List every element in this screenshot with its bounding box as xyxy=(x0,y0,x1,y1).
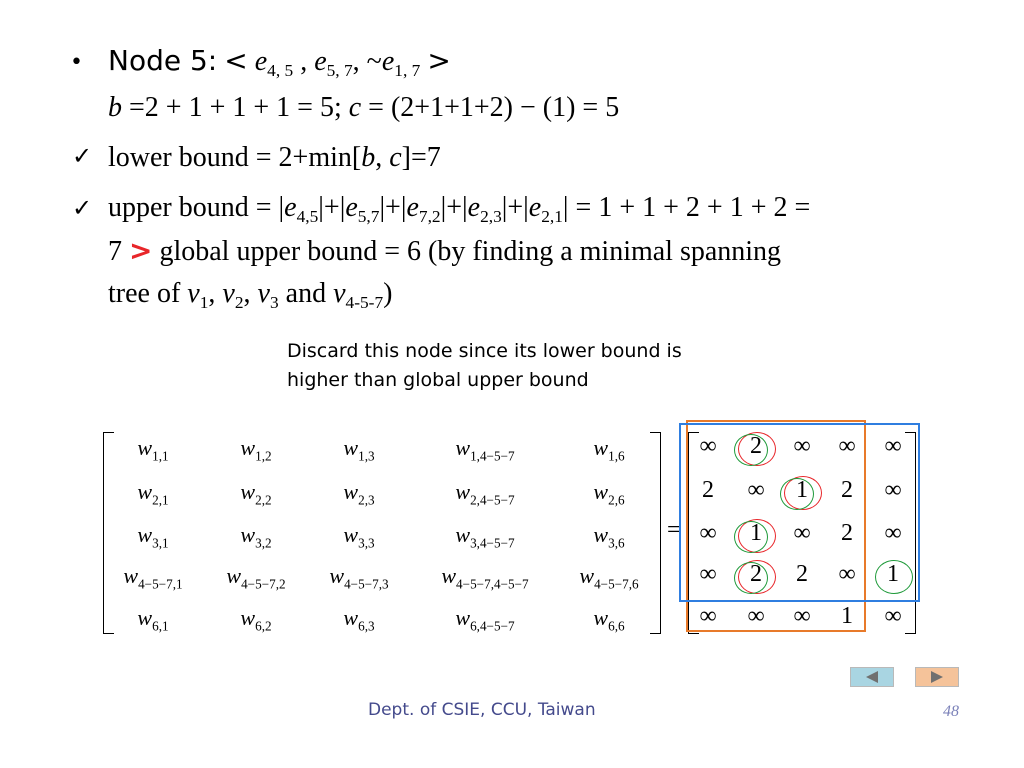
value-entry: ∞ xyxy=(699,433,717,459)
page-number: 48 xyxy=(943,703,959,720)
check-icon: ✓ xyxy=(72,144,93,170)
matrix-entry: $w_{2,1}$ xyxy=(137,479,169,508)
matrix-entry: $w_{1,1}$ xyxy=(137,435,169,464)
matrix-entry: $w_{6,3}$ xyxy=(343,605,375,634)
value-entry: ∞ xyxy=(699,561,717,587)
matrix-entry: $w_{1,3}$ xyxy=(343,435,375,464)
upper-bound-line-3: tree of $v_1$, $v_2$, $v_3$ and $v_{4-5-7}$) xyxy=(108,278,393,313)
previous-slide-button[interactable] xyxy=(850,667,894,687)
lower-bound-line: lower bound = 2+min[b, c]=7 xyxy=(108,142,441,173)
check-icon: ✓ xyxy=(72,196,93,222)
greater-than-sign: > xyxy=(129,234,153,267)
right-triangle-icon xyxy=(916,668,958,686)
matrix-entry: $w_{4-5-7,2}$ xyxy=(226,563,286,592)
value-entry: 1 xyxy=(841,603,853,629)
green-circle-mark xyxy=(734,434,768,466)
bc-equation: b =2 + 1 + 1 + 1 = 5; c = (2+1+1+2) − (1) = 5 xyxy=(108,92,620,123)
matrix-entry: $w_{2,6}$ xyxy=(593,479,625,508)
value-entry: 2 xyxy=(702,477,714,503)
matrix-entry: $w_{6,6}$ xyxy=(593,605,625,634)
matrix-entry: $w_{1,6}$ xyxy=(593,435,625,464)
matrix-entry: $w_{6,4-5-7}$ xyxy=(455,605,515,634)
node-label: Node 5: xyxy=(108,44,218,77)
matrix-entry: $w_{1,4-5-7}$ xyxy=(455,435,515,464)
green-circle-mark xyxy=(734,562,768,594)
matrix-entry: $w_{3,4-5-7}$ xyxy=(455,522,515,551)
matrix-right-bracket xyxy=(650,432,661,634)
red-circle-mark xyxy=(875,560,913,594)
matrix-entry: $w_{2,4-5-7}$ xyxy=(455,479,515,508)
value-entry: 1 xyxy=(796,477,808,503)
node-heading: Node 5: < $e_{4, 5}$ , $e_{5, 7}$, $\sim e_{1, 7}$ > xyxy=(108,44,451,81)
value-entry: ∞ xyxy=(838,561,856,587)
value-entry: ∞ xyxy=(793,520,811,546)
matrix-entry: $w_{2,2}$ xyxy=(240,479,272,508)
bullet-marker: • xyxy=(70,50,83,75)
value-entry: 1 xyxy=(887,561,899,587)
matrix-entry: $w_{3,3}$ xyxy=(343,522,375,551)
value-entry: ∞ xyxy=(884,477,902,503)
value-entry: ∞ xyxy=(699,520,717,546)
matrix-entry: $w_{4-5-7,3}$ xyxy=(329,563,389,592)
matrix-entry: $w_{1,2}$ xyxy=(240,435,272,464)
matrix-equals: = xyxy=(667,517,681,543)
left-triangle-icon xyxy=(851,668,893,686)
value-entry: ∞ xyxy=(838,433,856,459)
value-entry: ∞ xyxy=(747,603,765,629)
value-entry: 2 xyxy=(796,561,808,587)
matrix-entry: $w_{3,6}$ xyxy=(593,522,625,551)
matrix-entry: $w_{2,3}$ xyxy=(343,479,375,508)
upper-bound-line-1: upper bound = $|e_{4,5}|+|e_{5,7}|+|e_{7,2}|+|e_{2,3}|+|e_{2,1}| = 1 + 1 + 2 + 1 + 2$ = xyxy=(108,192,811,227)
value-entry: 1 xyxy=(750,520,762,546)
matrix-entry: $w_{3,2}$ xyxy=(240,522,272,551)
matrix-entry: $w_{6,2}$ xyxy=(240,605,272,634)
matrix-entry: $w_{3,1}$ xyxy=(137,522,169,551)
value-entry: ∞ xyxy=(884,603,902,629)
upper-bound-line-2: 7 > global upper bound = 6 (by finding a minimal spanning xyxy=(108,234,782,267)
note-line-2: higher than global upper bound xyxy=(287,369,589,391)
value-entry: ∞ xyxy=(884,433,902,459)
footer-text: Dept. of CSIE, CCU, Taiwan xyxy=(368,700,596,720)
green-circle-mark xyxy=(734,521,768,553)
next-slide-button[interactable] xyxy=(915,667,959,687)
green-circle-mark xyxy=(780,478,814,510)
matrix-left-bracket xyxy=(103,432,114,634)
value-entry: ∞ xyxy=(699,603,717,629)
discard-note xyxy=(287,337,682,395)
matrix-entry: $w_{4-5-7,4-5-7}$ xyxy=(441,563,529,592)
note-line-1: Discard this node since its lower bound is xyxy=(287,340,682,362)
value-entry: 2 xyxy=(841,520,853,546)
matrix-entry: $w_{4-5-7,6}$ xyxy=(579,563,639,592)
value-entry: ∞ xyxy=(793,433,811,459)
matrix-entry: $w_{4-5-7,1}$ xyxy=(123,563,183,592)
value-entry: 2 xyxy=(750,433,762,459)
value-entry: 2 xyxy=(750,561,762,587)
value-entry: ∞ xyxy=(793,603,811,629)
value-entry: ∞ xyxy=(747,477,765,503)
value-entry: 2 xyxy=(841,477,853,503)
value-entry: ∞ xyxy=(884,520,902,546)
matrix-entry: $w_{6,1}$ xyxy=(137,605,169,634)
